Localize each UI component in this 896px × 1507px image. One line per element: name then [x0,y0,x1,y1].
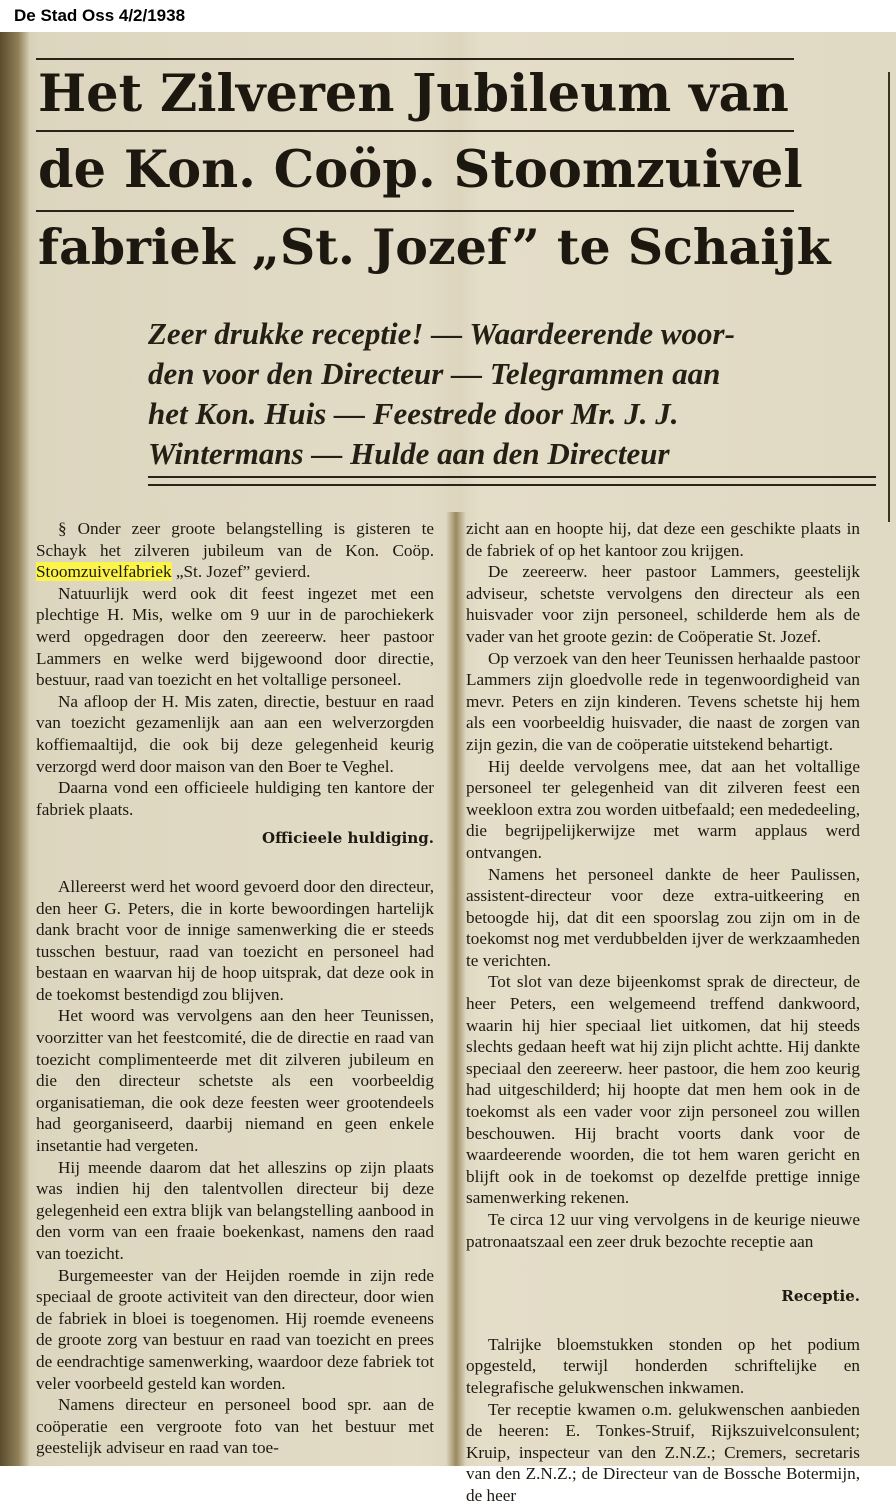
paragraph: Het woord was vervolgens aan den heer Teunissen, voorzitter van het feestcomité, die de directie en raad van toezicht complimenteerde met dit zilveren jubileum en die den directeur schetste als een voorbeeldig organisatieman, die ook deze feesten weer grootendeels had georganiseerd, daarbij niemand en geen enkele insetantie had vergeten. [36,1006,434,1156]
paragraph: De zeereerw. heer pastoor Lammers, geestelijk adviseur, schetste vervolgens den directeur als een huisvader voor zijn personeel, schilderde hem als de vader van het groote gezin: de Coöperatie St. Jozef. [466,562,860,646]
paragraph: Burgemeester van der Heijden roemde in zijn rede speciaal de groote activiteit van den directeur, door wien de fabriek in bloei is toegenomen. Hij roemde eveneens de groote zorg van bestuur en raad van toezicht en prees de eendrachtige samenwerking, waardoor deze fabriek tot veler voorbeeld gesteld kan worden. [36,1265,434,1393]
subheadline-line-4: Wintermans — Hulde aan den Directeur [148,436,670,471]
paragraph: Natuurlijk werd ook dit feest ingezet met een plechtige H. Mis, welke om 9 uur in de parochiekerk werd opgedragen door den zeereerw. heer pastoor Lammers en welke werd bijgewoond door directie, bestuur, raad van toezicht en het voltallige personeel. [36,583,434,690]
right-column [466,518,860,1507]
paragraph: zicht aan en hoopte hij, dat deze een geschikte plaats in de fabriek of op het kantoor zou krijgen. [466,519,860,560]
headline-rule-1 [36,130,794,132]
paragraph: Tot slot van deze bijeenkomst sprak de directeur, de heer Peters, een welgemeend treffend dankwoord, waarin hij hier speciaal liet uitkomen, dat hij steeds slechts gedaan heeft wat hij zijn plicht achtte. Hij dankte speciaal den zeereerw. heer pastoor, die hem zoo keurig had uitgeschilderd; hij hoopte dat men hem ook in de toekomst als een vader voor zijn personeel zou willen beschouwen. Hij bracht voorts dank voor de waardeerende woorden, die tot hem waren gericht en blijft ook in de toekomst op dezelfde prettige innige samenwerking rekenen. [466,972,860,1208]
headline-top-rule [36,58,794,60]
paragraph: Allereerst werd het woord gevoerd door den directeur, den heer G. Peters, die in korte bewoordingen hartelijk dank bracht voor de innige samenwerking die er steeds tusschen bestuur, raad van toezicht en personeel had bestaan en waarvan hij de hoop uitsprak, dat deze ook in de toekomst bestendigd zou blijven. [36,876,434,1004]
paragraph: Talrijke bloemstukken stonden op het podium opgesteld, terwijl honderden schriftelijke en telegrafische gelukwenschen inkwamen. [466,1334,860,1397]
subheadline-double-rule [148,476,876,486]
subheadline-line-3: het Kon. Huis — Feestrede door Mr. J. J. [148,396,679,431]
paragraph: Hij deelde vervolgens mee, dat aan het voltallige personeel ter gelegenheid van dit zilveren feest een weekloon extra zou worden uitbefaald; een mededeeling, die begrijpelijkerwijze met warm applaus werd ontvangen. [466,756,860,862]
newspaper-clipping [0,32,896,1505]
column-gutter-shadow [446,512,466,1466]
page-fold-shadow [0,32,30,1466]
headline-rule-2 [36,210,794,212]
paragraph-text: „St. Jozef” gevierd. [171,562,311,582]
section-heading: Receptie. [781,1287,860,1306]
paragraph [36,518,434,583]
paragraph: Namens directeur en personeel bood spr. aan de coöperatie een vergroote foto van het bestuur met geestelijk adviseur en raad van toe- [36,1395,434,1458]
article-caption: De Stad Oss 4/2/1938 [14,6,186,25]
paragraph: Namens het personeel dankte de heer Paulissen, assistent-directeur voor deze extra-uitkeering en betoogde hij, dat dit een spoorslag zou zijn om in de toekomst nog met verdubbelden ijver de werkzaamheden te verichten. [466,864,860,970]
headline-line-1: Het Zilveren Jubileum van [38,64,789,124]
paragraph: Na afloop der H. Mis zaten, directie, bestuur en raad van toezicht gezamenlijk aan aan een welverzorgden koffiemaaltijd, die ook bij deze gelegenheid keurig verzorgd werd door maison van den Boer te Veghel. [36,691,434,776]
section-heading: Officieele huldiging. [262,829,434,848]
subheadline-line-1: Zeer drukke receptie! — Waardeerende woor- [148,316,735,351]
paragraph: Daarna vond een officieele huldiging ten kantore der fabriek plaats. [36,778,434,819]
subheadline-line-2: den voor den Directeur — Telegrammen aan [148,356,721,391]
headline-line-3: fabriek „St. Jozef” te Schaijk [38,218,831,276]
headline-line-2: de Kon. Coöp. Stoomzuivel [38,140,803,200]
left-column [36,518,434,1459]
paragraph: Te circa 12 uur ving vervolgens in de keurige nieuwe patronaatszaal een zeer druk bezochte receptie aan [466,1210,860,1251]
paragraph: Hij meende daarom dat het alleszins op zijn plaats was indien hij den talentvollen directeur bij deze gelegenheid een extra blijk van belangstelling aanbood in den vorm van een fraaie boekenkast, namens den raad van toezicht. [36,1157,434,1263]
paragraph: Ter receptie kwamen o.m. gelukwenschen aanbieden de heeren: E. Tonkes-Struif, Rijkszuivelconsulent; Kruip, inspecteur van den Z.N.Z.; Cremers, secretaris van den Z.N.Z.; de Directeur van de Bossche Botermijn, de heer [466,1399,860,1505]
paragraph-text: § Onder zeer groote belangstelling is gisteren te Schayk het zilveren jubileum van de Kon. Coöp. [36,519,434,560]
headline-box-border [888,72,890,522]
highlighted-term: Stoomzuivelfabriek [36,562,172,582]
paragraph: Op verzoek van den heer Teunissen herhaalde pastoor Lammers zijn gloedvolle rede in tegenwoordigheid van mevr. Peters en zijn kinderen. Tevens schetste hij hem als een voorbeeldig huisvader, die naast de zorgen van zijn gezin, die van de coöperatie uitstekend behartigt. [466,648,860,754]
